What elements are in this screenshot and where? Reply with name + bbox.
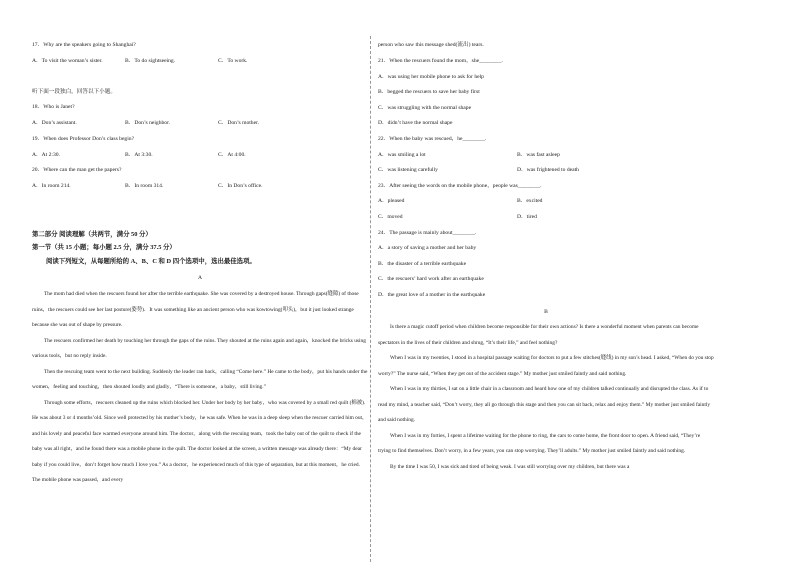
q21-option-b: B．begged the rescuers to save her baby first	[378, 89, 480, 95]
passage-b-label: B	[544, 309, 548, 315]
section1-instruction: 阅读下列短文，从每题所给的 A、B、C 和 D 四个选项中，选出最佳选项。	[46, 258, 256, 265]
passage-b-paragraph-3: When I was in my thirties, I sat on a little chair in a classroom and heard how one of my children talked continually and disrupted the class. As if to read my mind, a teacher said, “Don’t worry, they all go through this stage and then you can sit back, relax and enjoy them.” My mother just smiled faintly and said nothing.	[378, 386, 711, 423]
q23-stem: 23．After seeing the words on the mobile phone，people was________.	[378, 183, 542, 189]
q24-option-a: A．a story of saving a mother and her baby	[378, 245, 477, 251]
q21-option-c: C．was struggling with the normal shape	[378, 105, 472, 111]
passage-a-paragraph-2: The rescuers confirmed her death by touching her through the gaps of the ruins. They shouted at the ruins again and again，knocked the bricks using various tools，but no reply inside.	[32, 337, 366, 359]
q17-stem: 17．Why are the speakers going to Shanghai?	[32, 42, 136, 48]
q22-option-d: D．was frightened to death	[517, 167, 579, 173]
passage-b-paragraph-2: When I was in my twenties, I stood in a hospital passage waiting for doctors to put a few stitches(缝线) in my son’s head. I asked, “When do you stop worry?” The nurse said, “When they get out of the accident stage.” My mother just smiled faintly and said nothing.	[378, 355, 714, 377]
passage-a-paragraph-3: Then the rescuing team went to the next building. Suddenly the leader ran back，calling “Come here.” He came to the body，put his hands under the women，feeling and touching，then shouted loudly and gladly，“There is someone，a baby，still living.”	[32, 368, 368, 390]
q24-option-b: B．the disaster of a terrible earthquake	[378, 261, 467, 267]
q23-option-c: C．moved	[378, 214, 403, 220]
part2-title: 第二部分 阅读理解（共两节，满分 50 分）	[32, 231, 152, 238]
passage-b-paragraph-5: By the time I was 50, I was sick and tired of being weak. I was still worrying over my children, but there was a	[390, 463, 630, 470]
q21-option-d: D．didn’t have the normal shape	[378, 120, 453, 126]
q19-option-a: A．At 2:30.	[32, 152, 60, 158]
q17-option-b: B．To do sightseeing.	[125, 58, 176, 64]
q20-option-c: C．In Don’s office.	[218, 183, 263, 189]
q19-option-b: B．At 3:30.	[125, 152, 153, 158]
q23-option-a: A．pleased	[378, 198, 405, 204]
q22-option-b: B．was fast asleep	[517, 152, 560, 158]
q18-option-a: A．Don’s assistant.	[32, 120, 77, 126]
q24-stem: 24．The passage is mainly about________.	[378, 230, 477, 236]
q22-option-c: C．was listening carefully	[378, 167, 438, 173]
passage-b-paragraph-1: Is there a magic cutoff period when children become responsible for their own actions? Is there a wonderful moment when parents can become spectators in the lives of their children and shrug, “It’s their life,” and feel nothing?	[378, 324, 699, 346]
q24-option-d: D．the great love of a mother in the earthquake	[378, 292, 486, 298]
passage-a	[32, 287, 368, 489]
passage-a-label: A	[197, 275, 203, 281]
q17-option-a: A．To visit the woman’s sister.	[32, 58, 103, 64]
passage-a-paragraph-1: The mom had died when the rescuers found her after the terrible earthquake. She was covered by a destroyed house. Through gaps(缝隙) of those ruins，the rescuers could see her last posture(姿势)．It was something like an ancient person who was kowtowing(叩头)，but it just looked strange because she was out of shape by pressure.	[32, 291, 359, 328]
passage-b	[378, 320, 714, 475]
q22-stem: 22．When the baby was rescued，he________.	[378, 136, 487, 142]
q20-stem: 20．Where can the man get the papers?	[32, 167, 122, 173]
column-divider	[370, 36, 371, 562]
q21-option-a: A．was using her mobile phone to ask for help	[378, 74, 484, 80]
q23-option-d: D．tired	[517, 214, 537, 220]
q19-option-c: C．At 4:00.	[218, 152, 246, 158]
passage-a-paragraph-4: Through some efforts，rescuers cleaned up the ruins which blocked her. Under her body by her baby，who was covered by a small red quilt (棉被). He was about 3 or 4 months’old. Since well protected by his mother’s body，he was safe. When he was in a deep sleep when the rescuer carried him out，and his lovely and peaceful face warmed everyone around him. The doctor，along with the rescuing team，took the baby out of the quilt to check if the baby was all right，and he found there was a mobile phone in the quilt. The doctor looked at the screen, a written message was already there：“My dear baby if you could live，don’t forget how much I love you.” As a doctor，he experienced much of this type of separation, but at this moment，he cried. The mobile phone was passed，and every	[32, 399, 368, 483]
q17-option-c: C．To work.	[218, 58, 248, 64]
q24-option-c: C．the rescuers’ hard work after an earthquake	[378, 276, 484, 282]
q19-stem: 19．When does Professor Don’s class begin?	[32, 136, 135, 142]
q20-option-a: A．In room 214.	[32, 183, 71, 189]
q22-option-a: A．was smiling a lot	[378, 152, 426, 158]
q21-stem: 21．When the rescuers found the mom，she________.	[378, 58, 503, 64]
passage-a-continuation: person who saw this message shed(流出) tears.	[378, 42, 484, 48]
passage-b-paragraph-4: When I was in my forties, I spent a lifetime waiting for the phone to ring, the cars to come home, the front door to open. A friend said, “They’re trying to find themselves. Don’t worry, in a few years, you can stop worrying. They’ll adults.” My mother just smiled faintly and said nothing.	[378, 432, 701, 454]
q23-option-b: B．excited	[517, 198, 543, 204]
q20-option-b: B．In room 314.	[125, 183, 164, 189]
q18-stem: 18．Who is Janet?	[32, 104, 75, 110]
instruction-18-20: 听下面一段独白，回答以下小题。	[32, 89, 116, 95]
q18-option-c: C．Don’s mother.	[218, 120, 260, 126]
q18-option-b: B．Don’s neighbor.	[125, 120, 171, 126]
section1-title: 第一节（共 15 小题；每小题 2.5 分，满分 37.5 分）	[32, 244, 176, 251]
